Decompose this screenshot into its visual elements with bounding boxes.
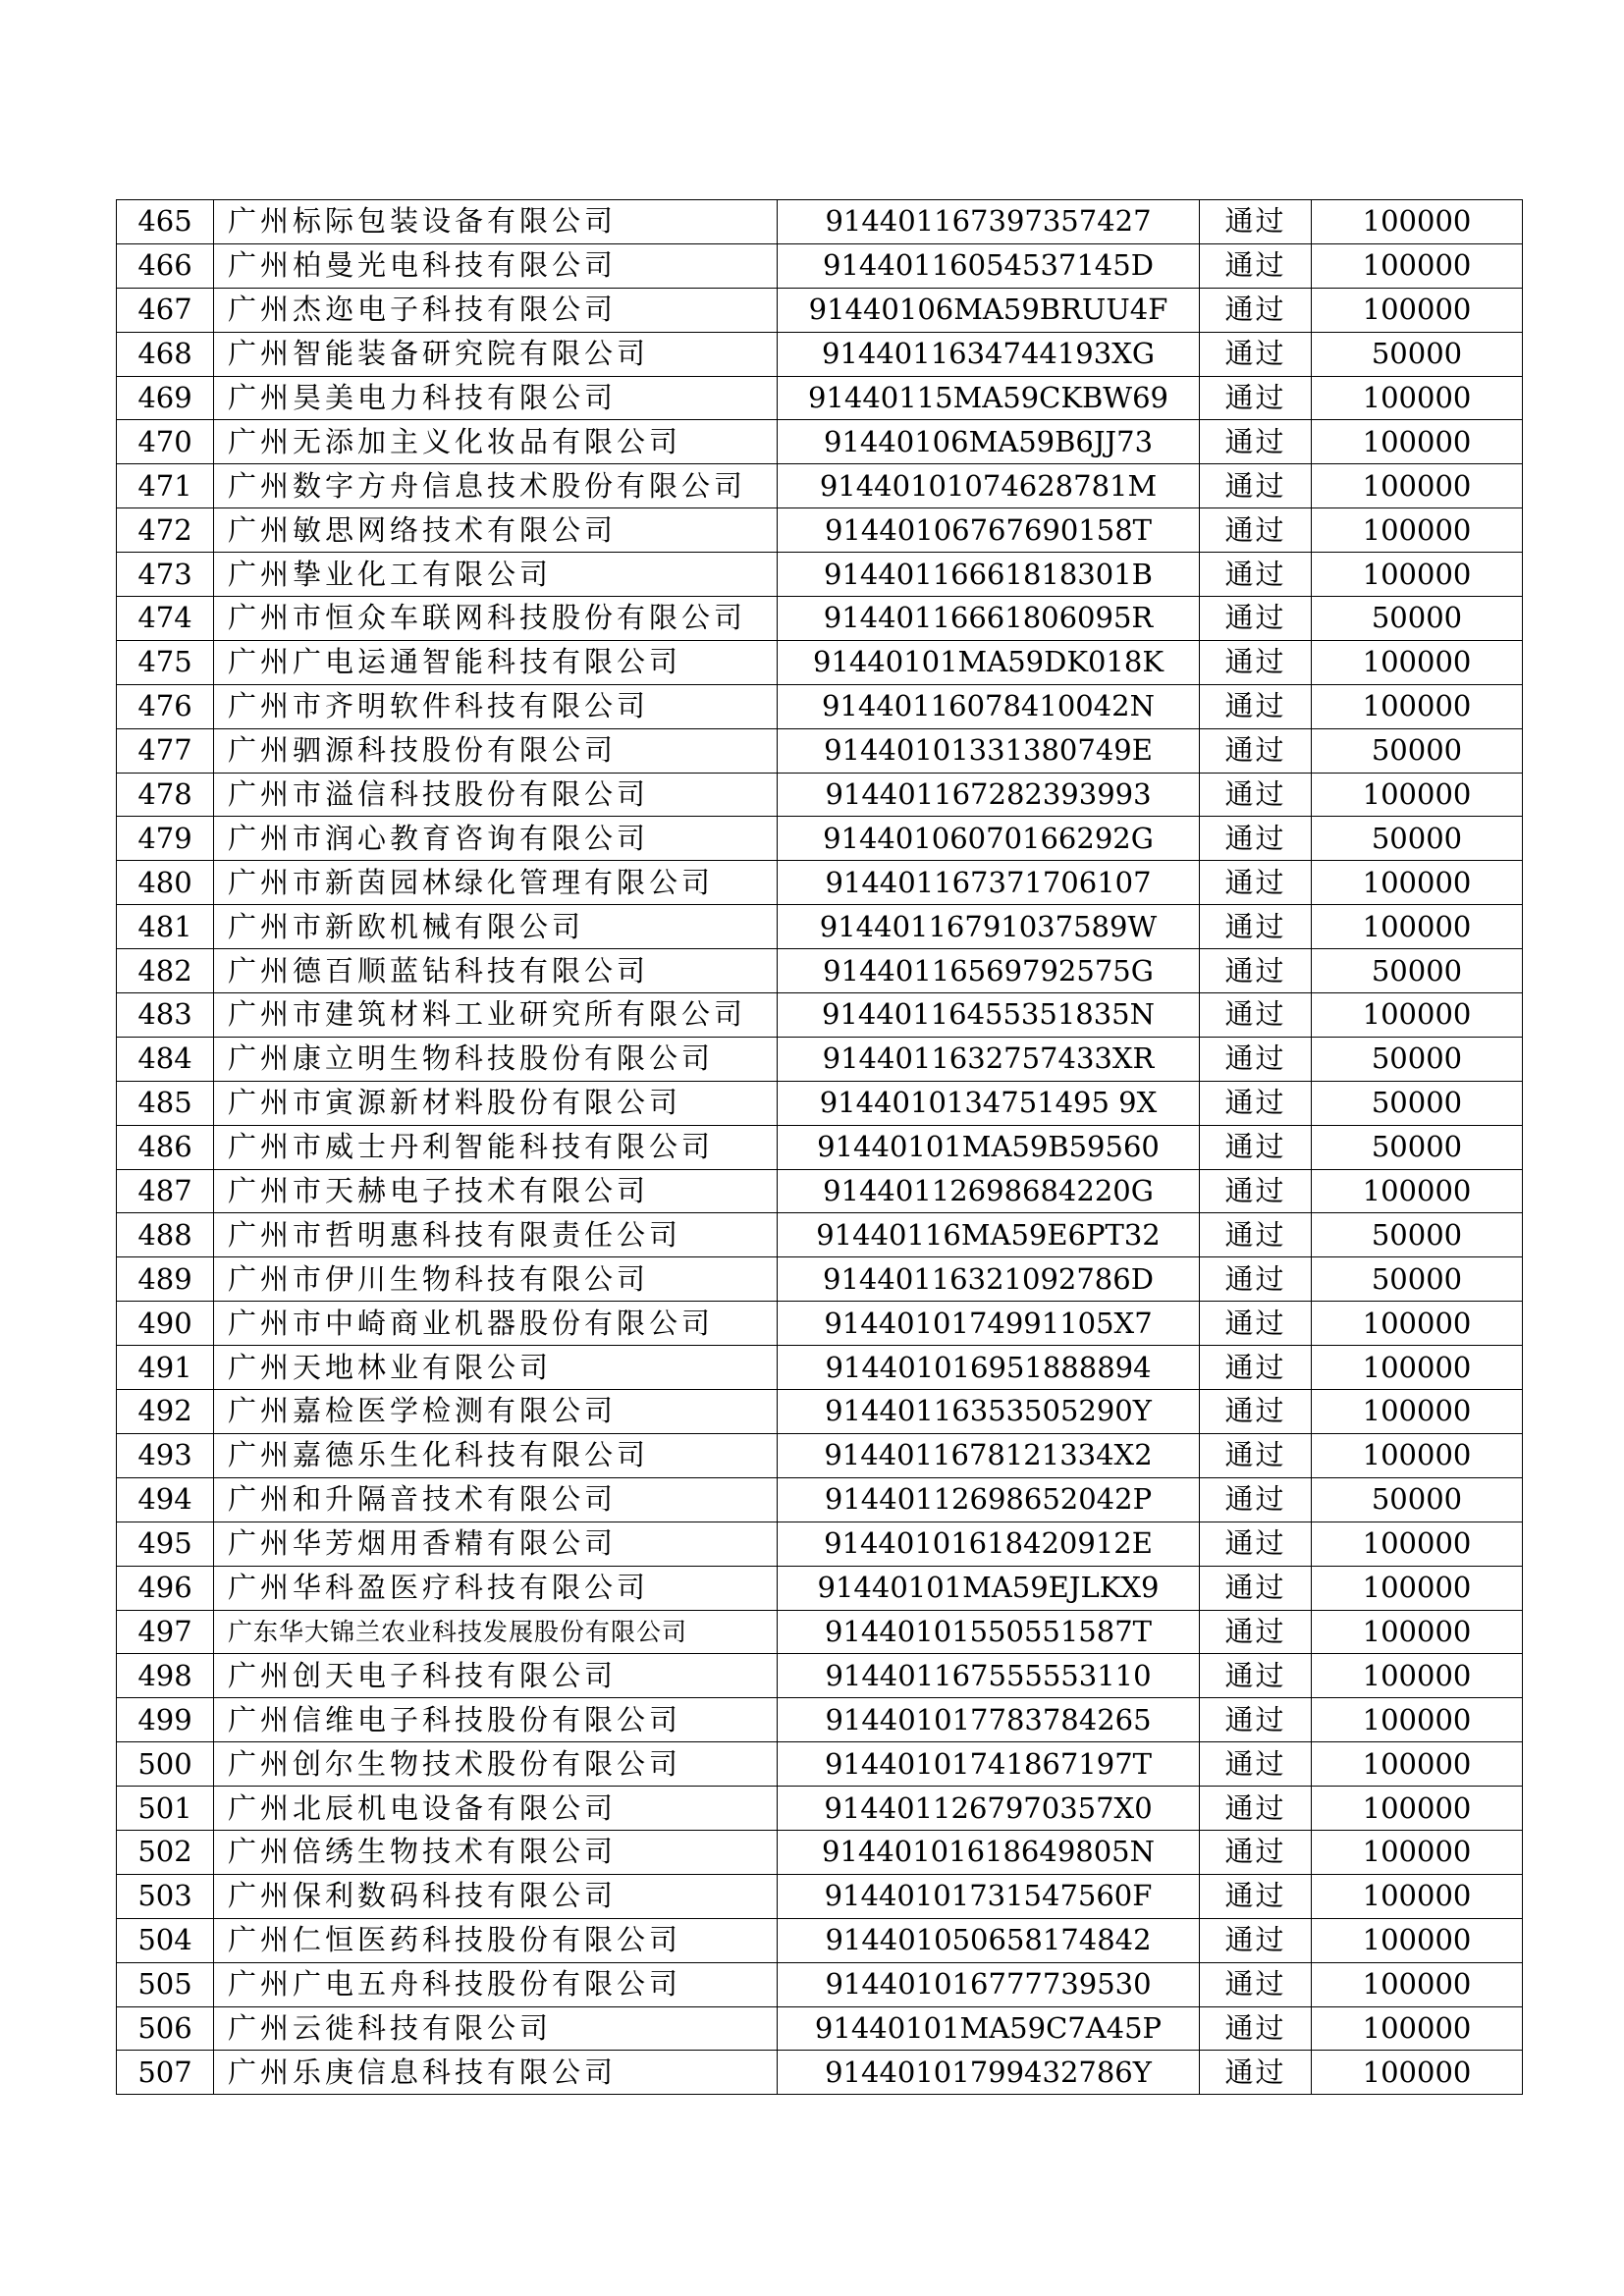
credit-code-cell: 91440106070166292G <box>778 817 1200 861</box>
credit-code-cell: 91440112698684220G <box>778 1169 1200 1213</box>
amount-cell: 100000 <box>1312 1610 1523 1654</box>
table-row <box>117 993 1523 1038</box>
review-status-cell: 通过 <box>1200 288 1312 332</box>
company-name-cell: 广州市伊川生物科技有限公司 <box>214 1257 778 1302</box>
company-name-cell: 广州昊美电力科技有限公司 <box>214 376 778 420</box>
company-list-table <box>116 199 1523 2095</box>
credit-code-cell: 91440101331380749E <box>778 728 1200 773</box>
credit-code-cell: 91440116078410042N <box>778 684 1200 728</box>
company-name-cell: 广州德百顺蓝钻科技有限公司 <box>214 949 778 993</box>
table-row <box>117 1169 1523 1213</box>
amount-cell: 50000 <box>1312 1125 1523 1169</box>
company-name-cell: 广州华芳烟用香精有限公司 <box>214 1522 778 1566</box>
credit-code-cell: 91440116321092786D <box>778 1257 1200 1302</box>
credit-code-cell: 91440116661818301B <box>778 553 1200 597</box>
review-status-cell: 通过 <box>1200 773 1312 817</box>
table-row <box>117 817 1523 861</box>
company-name-cell: 广州市哲明惠科技有限责任公司 <box>214 1213 778 1257</box>
review-status-cell: 通过 <box>1200 420 1312 464</box>
amount-cell: 100000 <box>1312 288 1523 332</box>
row-number-cell: 474 <box>117 597 214 641</box>
review-status-cell: 通过 <box>1200 200 1312 244</box>
review-status-cell: 通过 <box>1200 1522 1312 1566</box>
amount-cell: 100000 <box>1312 200 1523 244</box>
company-name-cell: 广州驷源科技股份有限公司 <box>214 728 778 773</box>
company-name-cell: 广州市溢信科技股份有限公司 <box>214 773 778 817</box>
row-number-cell: 499 <box>117 1698 214 1742</box>
company-name-cell: 广州数字方舟信息技术股份有限公司 <box>214 464 778 508</box>
table-row <box>117 1257 1523 1302</box>
table-row <box>117 2051 1523 2095</box>
table-row <box>117 597 1523 641</box>
review-status-cell: 通过 <box>1200 508 1312 553</box>
table-row <box>117 949 1523 993</box>
row-number-cell: 494 <box>117 1477 214 1522</box>
company-name-cell: 广州广电五舟科技股份有限公司 <box>214 1962 778 2006</box>
company-name-cell: 广州嘉检医学检测有限公司 <box>214 1390 778 1434</box>
company-name-cell: 广州创天电子科技有限公司 <box>214 1654 778 1698</box>
amount-cell: 100000 <box>1312 861 1523 905</box>
row-number-cell: 501 <box>117 1787 214 1831</box>
amount-cell: 50000 <box>1312 949 1523 993</box>
row-number-cell: 475 <box>117 640 214 684</box>
row-number-cell: 476 <box>117 684 214 728</box>
table-row <box>117 773 1523 817</box>
amount-cell: 100000 <box>1312 1742 1523 1787</box>
credit-code-cell: 9144010134751495 9X <box>778 1081 1200 1125</box>
amount-cell: 100000 <box>1312 640 1523 684</box>
review-status-cell: 通过 <box>1200 905 1312 949</box>
review-status-cell: 通过 <box>1200 1610 1312 1654</box>
table-row <box>117 728 1523 773</box>
review-status-cell: 通过 <box>1200 1081 1312 1125</box>
credit-code-cell: 91440106MA59B6JJ73 <box>778 420 1200 464</box>
review-status-cell: 通过 <box>1200 2051 1312 2095</box>
table-row <box>117 1830 1523 1874</box>
credit-code-cell: 91440101MA59B59560 <box>778 1125 1200 1169</box>
row-number-cell: 486 <box>117 1125 214 1169</box>
credit-code-cell: 914401167282393993 <box>778 773 1200 817</box>
table-row <box>117 1522 1523 1566</box>
review-status-cell: 通过 <box>1200 640 1312 684</box>
company-name-cell: 广州无添加主义化妆品有限公司 <box>214 420 778 464</box>
table-row <box>117 1698 1523 1742</box>
credit-code-cell: 9144011632757433XR <box>778 1037 1200 1081</box>
row-number-cell: 484 <box>117 1037 214 1081</box>
amount-cell: 50000 <box>1312 597 1523 641</box>
review-status-cell: 通过 <box>1200 1433 1312 1477</box>
credit-code-cell: 91440116054537145D <box>778 243 1200 288</box>
table-row <box>117 1433 1523 1477</box>
row-number-cell: 468 <box>117 332 214 376</box>
row-number-cell: 479 <box>117 817 214 861</box>
amount-cell: 100000 <box>1312 553 1523 597</box>
company-name-cell: 广州信维电子科技股份有限公司 <box>214 1698 778 1742</box>
table-row <box>117 553 1523 597</box>
company-name-cell: 广州标际包装设备有限公司 <box>214 200 778 244</box>
review-status-cell: 通过 <box>1200 1874 1312 1918</box>
company-name-cell: 广州敏思网络技术有限公司 <box>214 508 778 553</box>
row-number-cell: 507 <box>117 2051 214 2095</box>
table-row <box>117 1874 1523 1918</box>
amount-cell: 100000 <box>1312 2051 1523 2095</box>
company-name-cell: 广州保利数码科技有限公司 <box>214 1874 778 1918</box>
review-status-cell: 通过 <box>1200 1787 1312 1831</box>
company-name-cell: 广州嘉德乐生化科技有限公司 <box>214 1433 778 1477</box>
review-status-cell: 通过 <box>1200 1962 1312 2006</box>
row-number-cell: 481 <box>117 905 214 949</box>
company-name-cell: 广州市中崎商业机器股份有限公司 <box>214 1302 778 1346</box>
table-row <box>117 1742 1523 1787</box>
company-name-cell: 广州市寅源新材料股份有限公司 <box>214 1081 778 1125</box>
amount-cell: 100000 <box>1312 1787 1523 1831</box>
review-status-cell: 通过 <box>1200 684 1312 728</box>
amount-cell: 50000 <box>1312 1037 1523 1081</box>
amount-cell: 100000 <box>1312 1918 1523 1962</box>
row-number-cell: 466 <box>117 243 214 288</box>
review-status-cell: 通过 <box>1200 1654 1312 1698</box>
credit-code-cell: 914401167371706107 <box>778 861 1200 905</box>
company-name-cell: 广州仁恒医药科技股份有限公司 <box>214 1918 778 1962</box>
amount-cell: 100000 <box>1312 773 1523 817</box>
company-name-cell: 广州市恒众车联网科技股份有限公司 <box>214 597 778 641</box>
review-status-cell: 通过 <box>1200 1169 1312 1213</box>
review-status-cell: 通过 <box>1200 949 1312 993</box>
table-row <box>117 640 1523 684</box>
amount-cell: 100000 <box>1312 1433 1523 1477</box>
amount-cell: 50000 <box>1312 1081 1523 1125</box>
credit-code-cell: 91440116661806095R <box>778 597 1200 641</box>
row-number-cell: 483 <box>117 993 214 1038</box>
review-status-cell: 通过 <box>1200 1125 1312 1169</box>
credit-code-cell: 91440106767690158T <box>778 508 1200 553</box>
company-name-cell: 广州柏曼光电科技有限公司 <box>214 243 778 288</box>
table-row <box>117 243 1523 288</box>
review-status-cell: 通过 <box>1200 464 1312 508</box>
credit-code-cell: 91440112698652042P <box>778 1477 1200 1522</box>
row-number-cell: 465 <box>117 200 214 244</box>
table-row <box>117 200 1523 244</box>
row-number-cell: 467 <box>117 288 214 332</box>
row-number-cell: 503 <box>117 1874 214 1918</box>
credit-code-cell: 91440101731547560F <box>778 1874 1200 1918</box>
credit-code-cell: 91440101MA59EJLKX9 <box>778 1566 1200 1610</box>
row-number-cell: 497 <box>117 1610 214 1654</box>
company-name-cell: 广州天地林业有限公司 <box>214 1346 778 1390</box>
row-number-cell: 471 <box>117 464 214 508</box>
credit-code-cell: 914401050658174842 <box>778 1918 1200 1962</box>
table-row <box>117 376 1523 420</box>
amount-cell: 100000 <box>1312 2006 1523 2051</box>
review-status-cell: 通过 <box>1200 1830 1312 1874</box>
table-row <box>117 1390 1523 1434</box>
row-number-cell: 491 <box>117 1346 214 1390</box>
review-status-cell: 通过 <box>1200 1390 1312 1434</box>
row-number-cell: 490 <box>117 1302 214 1346</box>
table-row <box>117 508 1523 553</box>
table-row <box>117 1962 1523 2006</box>
amount-cell: 100000 <box>1312 1346 1523 1390</box>
credit-code-cell: 91440101074628781M <box>778 464 1200 508</box>
review-status-cell: 通过 <box>1200 597 1312 641</box>
amount-cell: 50000 <box>1312 332 1523 376</box>
table-row <box>117 1477 1523 1522</box>
amount-cell: 100000 <box>1312 508 1523 553</box>
table-row <box>117 1610 1523 1654</box>
credit-code-cell: 91440101MA59C7A45P <box>778 2006 1200 2051</box>
credit-code-cell: 914401016951888894 <box>778 1346 1200 1390</box>
amount-cell: 100000 <box>1312 464 1523 508</box>
company-name-cell: 广州智能装备研究院有限公司 <box>214 332 778 376</box>
table-row <box>117 1566 1523 1610</box>
credit-code-cell: 91440116455351835N <box>778 993 1200 1038</box>
credit-code-cell: 91440101741867197T <box>778 1742 1200 1787</box>
row-number-cell: 485 <box>117 1081 214 1125</box>
company-name-cell: 广州和升隔音技术有限公司 <box>214 1477 778 1522</box>
credit-code-cell: 91440101MA59DK018K <box>778 640 1200 684</box>
row-number-cell: 492 <box>117 1390 214 1434</box>
table-row <box>117 2006 1523 2051</box>
amount-cell: 100000 <box>1312 1522 1523 1566</box>
company-name-cell: 广州云徙科技有限公司 <box>214 2006 778 2051</box>
table-body <box>117 200 1523 2095</box>
credit-code-cell: 91440101550551587T <box>778 1610 1200 1654</box>
amount-cell: 100000 <box>1312 1698 1523 1742</box>
credit-code-cell: 914401167555553110 <box>778 1654 1200 1698</box>
company-name-cell: 广州杰迩电子科技有限公司 <box>214 288 778 332</box>
company-name-cell: 广东华大锦兰农业科技发展股份有限公司 <box>214 1610 778 1654</box>
row-number-cell: 495 <box>117 1522 214 1566</box>
credit-code-cell: 9144011267970357X0 <box>778 1787 1200 1831</box>
company-name-cell: 广州广电运通智能科技有限公司 <box>214 640 778 684</box>
row-number-cell: 504 <box>117 1918 214 1962</box>
company-name-cell: 广州市新欧机械有限公司 <box>214 905 778 949</box>
row-number-cell: 502 <box>117 1830 214 1874</box>
row-number-cell: 478 <box>117 773 214 817</box>
amount-cell: 50000 <box>1312 1213 1523 1257</box>
credit-code-cell: 91440101618649805N <box>778 1830 1200 1874</box>
table-row <box>117 1787 1523 1831</box>
review-status-cell: 通过 <box>1200 993 1312 1038</box>
amount-cell: 50000 <box>1312 1257 1523 1302</box>
row-number-cell: 498 <box>117 1654 214 1698</box>
credit-code-cell: 91440116MA59E6PT32 <box>778 1213 1200 1257</box>
amount-cell: 100000 <box>1312 905 1523 949</box>
row-number-cell: 473 <box>117 553 214 597</box>
amount-cell: 100000 <box>1312 1830 1523 1874</box>
credit-code-cell: 9144010174991105X7 <box>778 1302 1200 1346</box>
company-name-cell: 广州倍绣生物技术有限公司 <box>214 1830 778 1874</box>
review-status-cell: 通过 <box>1200 553 1312 597</box>
table-row <box>117 905 1523 949</box>
amount-cell: 100000 <box>1312 1654 1523 1698</box>
row-number-cell: 489 <box>117 1257 214 1302</box>
company-name-cell: 广州创尔生物技术股份有限公司 <box>214 1742 778 1787</box>
review-status-cell: 通过 <box>1200 1742 1312 1787</box>
table-row <box>117 420 1523 464</box>
credit-code-cell: 91440116569792575G <box>778 949 1200 993</box>
table-row <box>117 1302 1523 1346</box>
table-row <box>117 1125 1523 1169</box>
amount-cell: 100000 <box>1312 243 1523 288</box>
review-status-cell: 通过 <box>1200 1346 1312 1390</box>
credit-code-cell: 91440116353505290Y <box>778 1390 1200 1434</box>
review-status-cell: 通过 <box>1200 728 1312 773</box>
row-number-cell: 496 <box>117 1566 214 1610</box>
row-number-cell: 470 <box>117 420 214 464</box>
amount-cell: 100000 <box>1312 1874 1523 1918</box>
amount-cell: 50000 <box>1312 817 1523 861</box>
review-status-cell: 通过 <box>1200 1257 1312 1302</box>
table-row <box>117 288 1523 332</box>
review-status-cell: 通过 <box>1200 1477 1312 1522</box>
credit-code-cell: 9144011634744193XG <box>778 332 1200 376</box>
company-name-cell: 广州市天赫电子技术有限公司 <box>214 1169 778 1213</box>
credit-code-cell: 91440101799432786Y <box>778 2051 1200 2095</box>
amount-cell: 50000 <box>1312 1477 1523 1522</box>
company-name-cell: 广州市新茵园林绿化管理有限公司 <box>214 861 778 905</box>
company-name-cell: 广州北辰机电设备有限公司 <box>214 1787 778 1831</box>
amount-cell: 100000 <box>1312 993 1523 1038</box>
table-row <box>117 1654 1523 1698</box>
credit-code-cell: 914401017783784265 <box>778 1698 1200 1742</box>
row-number-cell: 506 <box>117 2006 214 2051</box>
row-number-cell: 482 <box>117 949 214 993</box>
row-number-cell: 480 <box>117 861 214 905</box>
credit-code-cell: 91440115MA59CKBW69 <box>778 376 1200 420</box>
review-status-cell: 通过 <box>1200 1566 1312 1610</box>
review-status-cell: 通过 <box>1200 332 1312 376</box>
table-row <box>117 861 1523 905</box>
credit-code-cell: 9144011678121334X2 <box>778 1433 1200 1477</box>
review-status-cell: 通过 <box>1200 2006 1312 2051</box>
row-number-cell: 493 <box>117 1433 214 1477</box>
amount-cell: 100000 <box>1312 1169 1523 1213</box>
table-row <box>117 464 1523 508</box>
amount-cell: 100000 <box>1312 1566 1523 1610</box>
company-name-cell: 广州挚业化工有限公司 <box>214 553 778 597</box>
table-row <box>117 1918 1523 1962</box>
credit-code-cell: 914401167397357427 <box>778 200 1200 244</box>
review-status-cell: 通过 <box>1200 1213 1312 1257</box>
amount-cell: 50000 <box>1312 728 1523 773</box>
company-name-cell: 广州市润心教育咨询有限公司 <box>214 817 778 861</box>
review-status-cell: 通过 <box>1200 1698 1312 1742</box>
review-status-cell: 通过 <box>1200 1302 1312 1346</box>
credit-code-cell: 91440116791037589W <box>778 905 1200 949</box>
row-number-cell: 477 <box>117 728 214 773</box>
table-row <box>117 1346 1523 1390</box>
credit-code-cell: 91440106MA59BRUU4F <box>778 288 1200 332</box>
review-status-cell: 通过 <box>1200 1918 1312 1962</box>
company-name-cell: 广州康立明生物科技股份有限公司 <box>214 1037 778 1081</box>
row-number-cell: 505 <box>117 1962 214 2006</box>
amount-cell: 100000 <box>1312 420 1523 464</box>
row-number-cell: 469 <box>117 376 214 420</box>
company-name-cell: 广州市威士丹利智能科技有限公司 <box>214 1125 778 1169</box>
review-status-cell: 通过 <box>1200 243 1312 288</box>
review-status-cell: 通过 <box>1200 861 1312 905</box>
table-row <box>117 1213 1523 1257</box>
row-number-cell: 487 <box>117 1169 214 1213</box>
row-number-cell: 488 <box>117 1213 214 1257</box>
company-name-cell: 广州市建筑材料工业研究所有限公司 <box>214 993 778 1038</box>
amount-cell: 100000 <box>1312 684 1523 728</box>
credit-code-cell: 91440101618420912E <box>778 1522 1200 1566</box>
table-row <box>117 1081 1523 1125</box>
row-number-cell: 472 <box>117 508 214 553</box>
table-row <box>117 1037 1523 1081</box>
company-name-cell: 广州市齐明软件科技有限公司 <box>214 684 778 728</box>
amount-cell: 100000 <box>1312 1302 1523 1346</box>
amount-cell: 100000 <box>1312 1390 1523 1434</box>
credit-code-cell: 914401016777739530 <box>778 1962 1200 2006</box>
review-status-cell: 通过 <box>1200 1037 1312 1081</box>
row-number-cell: 500 <box>117 1742 214 1787</box>
company-name-cell: 广州华科盈医疗科技有限公司 <box>214 1566 778 1610</box>
table-row <box>117 684 1523 728</box>
amount-cell: 100000 <box>1312 376 1523 420</box>
company-name-cell: 广州乐庚信息科技有限公司 <box>214 2051 778 2095</box>
table-row <box>117 332 1523 376</box>
review-status-cell: 通过 <box>1200 376 1312 420</box>
amount-cell: 100000 <box>1312 1962 1523 2006</box>
review-status-cell: 通过 <box>1200 817 1312 861</box>
